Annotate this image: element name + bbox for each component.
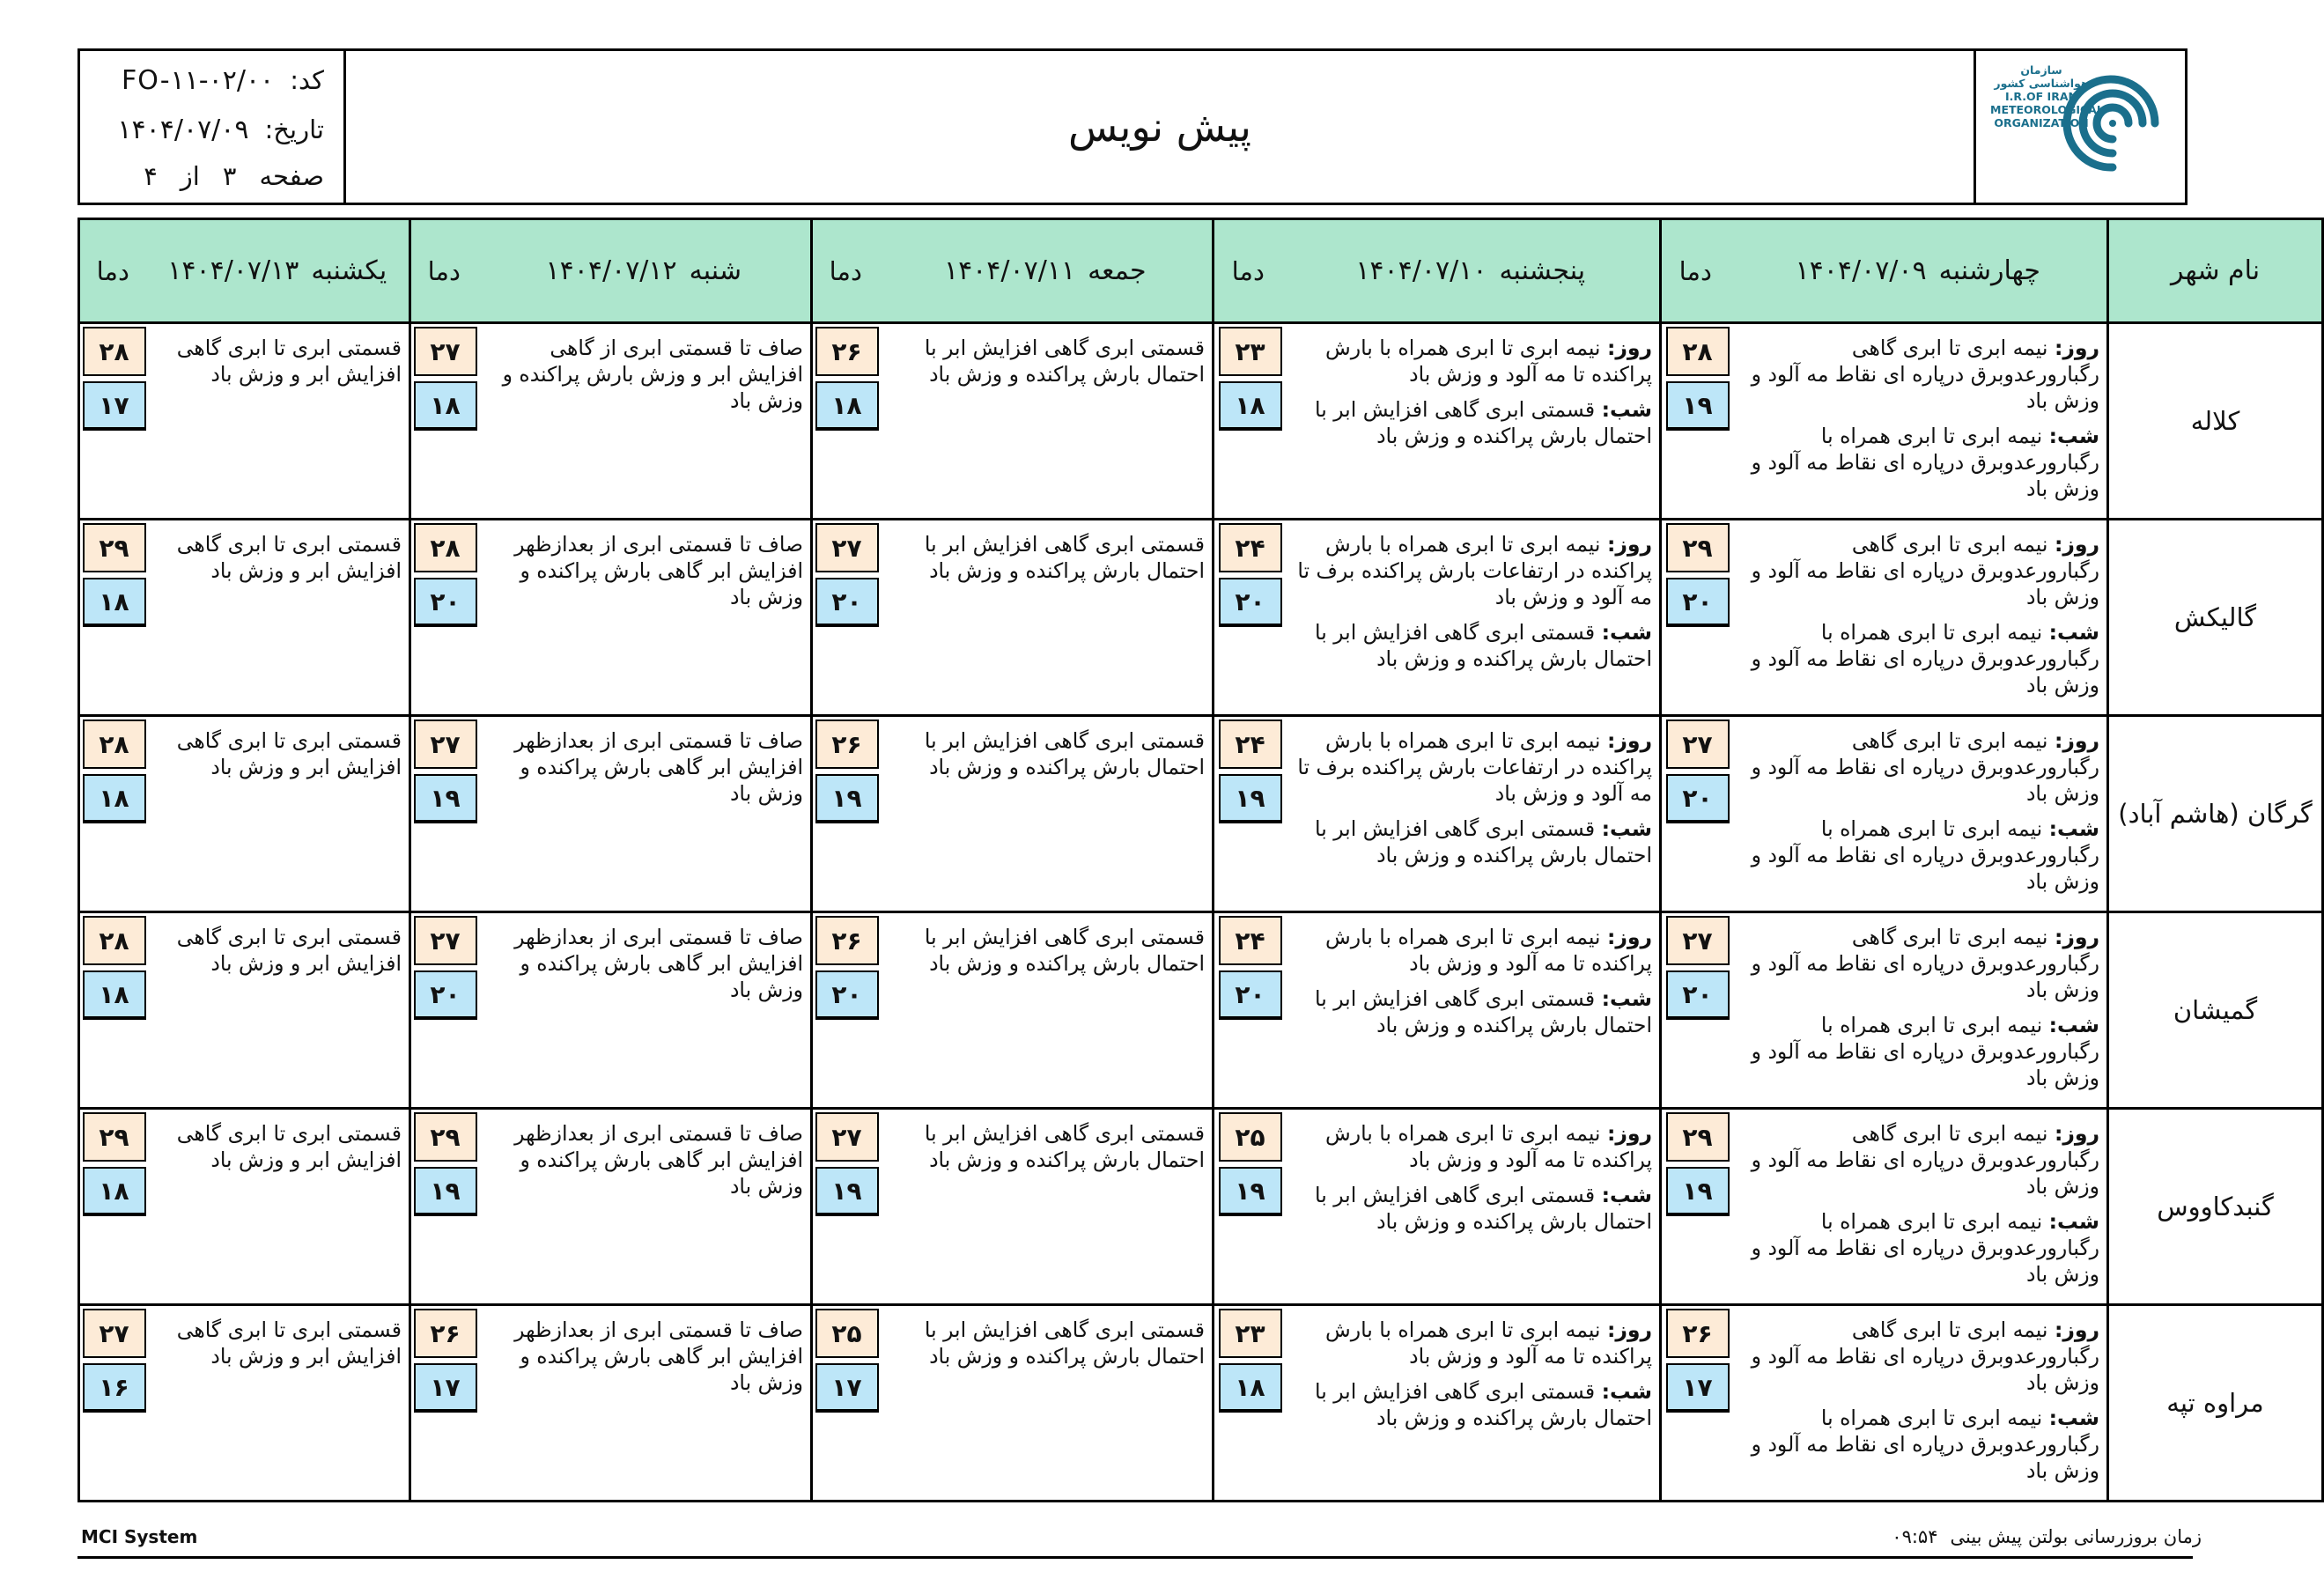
min-temperature: ۱۸	[414, 381, 477, 431]
max-temperature: ۲۸	[83, 916, 146, 965]
organization-logo	[1974, 51, 2185, 203]
temperature-cell	[1214, 520, 1282, 716]
forecast-text: قسمتی ابری تا ابری گاهی افزایش ابر و وزش باد	[176, 925, 402, 976]
footer-divider	[77, 1556, 2193, 1559]
table-row	[79, 520, 2323, 716]
max-temperature: ۲۳	[1219, 1309, 1282, 1358]
forecast-condition	[1282, 323, 1661, 520]
min-temperature: ۱۹	[815, 774, 879, 823]
temperature-cell	[1214, 1305, 1282, 1502]
date-label: تاریخ:	[264, 114, 324, 144]
day-forecast-text: نیمه ابری تا ابری گاهی رگبارورعدوبرق درپاره ای نقاط مه آلود و وزش باد	[1751, 925, 2099, 1002]
day-label: روز:	[1606, 925, 1652, 949]
city-name: گمیشان	[2108, 912, 2323, 1109]
table-row	[79, 1109, 2323, 1305]
forecast-condition	[477, 1305, 812, 1502]
day-label: روز:	[2054, 925, 2099, 949]
temperature-cell	[1661, 1109, 1730, 1305]
night-label: شب:	[2048, 1209, 2099, 1234]
night-forecast-text: قسمتی ابری گاهی افزایش ابر با احتمال بارش پراکنده و وزش باد	[1315, 816, 1652, 867]
min-temperature: ۱۷	[414, 1363, 477, 1413]
day-forecast-text: نیمه ابری تا ابری گاهی رگبارورعدوبرق درپاره ای نقاط مه آلود و وزش باد	[1751, 728, 2099, 806]
day-label: روز:	[1606, 336, 1652, 360]
temperature-cell	[410, 1305, 477, 1502]
day-label: روز:	[1606, 1317, 1652, 1342]
max-temperature: ۲۸	[83, 327, 146, 376]
min-temperature: ۱۸	[83, 1167, 146, 1216]
max-temperature: ۲۶	[815, 327, 879, 376]
forecast-text: صاف تا قسمتی ابری از بعدازظهر افزایش ابر گاهی بارش پراکنده و وزش باد	[514, 728, 803, 806]
page-title: پیش نویس	[1068, 103, 1251, 151]
max-temperature: ۲۴	[1219, 720, 1282, 769]
forecast-text: قسمتی ابری گاهی افزایش ابر با احتمال بارش پراکنده و وزش باد	[924, 336, 1205, 387]
temperature-cell	[79, 1305, 146, 1502]
day-forecast-text: نیمه ابری تا ابری گاهی رگبارورعدوبرق درپاره ای نقاط مه آلود و وزش باد	[1751, 532, 2099, 609]
page-total: ۴	[144, 161, 158, 191]
logo-spiral-icon	[2063, 70, 2162, 180]
night-label: شب:	[2048, 424, 2099, 448]
table-row	[79, 716, 2323, 912]
min-temperature: ۲۰	[1219, 578, 1282, 627]
night-forecast-text: نیمه ابری تا ابری همراه با رگبارورعدوبرق درپاره ای نقاط مه آلود و وزش باد	[1751, 816, 2099, 894]
max-temperature: ۲۷	[414, 916, 477, 965]
max-temperature: ۲۹	[83, 1112, 146, 1162]
city-name: گرگان (هاشم آباد)	[2108, 716, 2323, 912]
night-forecast-text: نیمه ابری تا ابری همراه با رگبارورعدوبرق درپاره ای نقاط مه آلود و وزش باد	[1751, 1406, 2099, 1483]
max-temperature: ۲۹	[414, 1112, 477, 1162]
temperature-cell	[812, 912, 879, 1109]
forecast-condition	[477, 716, 812, 912]
temperature-cell	[1661, 323, 1730, 520]
table-row	[79, 912, 2323, 1109]
document-meta	[80, 51, 346, 203]
min-temperature: ۱۹	[1666, 381, 1730, 431]
forecast-text: صاف تا قسمتی ابری از بعدازظهر افزایش ابر گاهی بارش پراکنده و وزش باد	[514, 925, 803, 1002]
forecast-condition	[1282, 716, 1661, 912]
max-temperature: ۲۹	[1666, 1112, 1730, 1162]
temperature-cell	[812, 323, 879, 520]
temp-header-2: دما	[1214, 219, 1282, 323]
forecast-condition	[1730, 323, 2108, 520]
max-temperature: ۲۳	[1219, 327, 1282, 376]
temperature-cell	[812, 520, 879, 716]
forecast-text: قسمتی ابری گاهی افزایش ابر با احتمال بارش پراکنده و وزش باد	[924, 1121, 1205, 1172]
night-label: شب:	[2048, 1013, 2099, 1037]
max-temperature: ۲۹	[83, 523, 146, 572]
day-forecast-text: نیمه ابری تا ابری همراه با بارش پراکنده تا مه آلود و وزش باد	[1325, 1317, 1652, 1369]
forecast-condition	[146, 912, 410, 1109]
night-forecast-text: قسمتی ابری گاهی افزایش ابر با احتمال بارش پراکنده و وزش باد	[1315, 397, 1652, 448]
day-forecast-text: نیمه ابری تا ابری همراه با بارش پراکنده تا مه آلود و وزش باد	[1325, 1121, 1652, 1172]
forecast-text: قسمتی ابری تا ابری گاهی افزایش ابر و وزش باد	[176, 1121, 402, 1172]
min-temperature: ۱۹	[1219, 1167, 1282, 1216]
max-temperature: ۲۶	[815, 720, 879, 769]
forecast-condition	[879, 912, 1214, 1109]
forecast-text: قسمتی ابری تا ابری گاهی افزایش ابر و وزش باد	[176, 336, 402, 387]
forecast-condition	[146, 1109, 410, 1305]
forecast-condition	[1282, 1109, 1661, 1305]
max-temperature: ۲۷	[1666, 720, 1730, 769]
max-temperature: ۲۵	[1219, 1112, 1282, 1162]
forecast-condition	[1730, 1305, 2108, 1502]
max-temperature: ۲۷	[1666, 916, 1730, 965]
update-time-note	[1892, 1526, 2202, 1547]
night-forecast-text: قسمتی ابری گاهی افزایش ابر با احتمال بارش پراکنده و وزش باد	[1315, 1183, 1652, 1234]
max-temperature: ۲۷	[815, 1112, 879, 1162]
night-label: شب:	[2048, 816, 2099, 841]
forecast-text: قسمتی ابری گاهی افزایش ابر با احتمال بارش پراکنده و وزش باد	[924, 925, 1205, 976]
forecast-text: قسمتی ابری گاهی افزایش ابر با احتمال بارش پراکنده و وزش باد	[924, 728, 1205, 779]
max-temperature: ۲۸	[1666, 327, 1730, 376]
table-row	[79, 1305, 2323, 1502]
max-temperature: ۲۷	[83, 1309, 146, 1358]
table-header-row	[79, 219, 2323, 323]
temperature-cell	[1214, 912, 1282, 1109]
forecast-condition	[879, 1109, 1214, 1305]
night-label: شب:	[2048, 620, 2099, 645]
night-label: شب:	[1601, 816, 1652, 841]
temperature-cell	[1661, 520, 1730, 716]
forecast-text: قسمتی ابری تا ابری گاهی افزایش ابر و وزش باد	[176, 532, 402, 583]
temperature-cell	[410, 716, 477, 912]
city-name: مراوه تپه	[2108, 1305, 2323, 1502]
forecast-condition	[1730, 912, 2108, 1109]
day-header-1: چهارشنبه۱۴۰۴/۰۷/۰۹	[1730, 219, 2108, 323]
night-forecast-text: قسمتی ابری گاهی افزایش ابر با احتمال بارش پراکنده و وزش باد	[1315, 986, 1652, 1037]
day-label: روز:	[2054, 336, 2099, 360]
min-temperature: ۱۹	[815, 1167, 879, 1216]
night-label: شب:	[1601, 1379, 1652, 1404]
min-temperature: ۱۸	[83, 578, 146, 627]
max-temperature: ۲۶	[414, 1309, 477, 1358]
temp-header-4: دما	[410, 219, 477, 323]
forecast-text: صاف تا قسمتی ابری از بعدازظهر افزایش ابر گاهی بارش پراکنده و وزش باد	[514, 1121, 803, 1199]
forecast-condition	[1730, 520, 2108, 716]
day-forecast-text: نیمه ابری تا ابری همراه با بارش پراکنده در ارتفاعات بارش پراکنده برف تا مه آلود و وزش باد	[1297, 728, 1652, 806]
forecast-condition	[146, 323, 410, 520]
temperature-cell	[410, 1109, 477, 1305]
min-temperature: ۱۶	[83, 1363, 146, 1413]
min-temperature: ۱۷	[1666, 1363, 1730, 1413]
temperature-cell	[79, 912, 146, 1109]
temperature-cell	[410, 323, 477, 520]
day-header-3: جمعه۱۴۰۴/۰۷/۱۱	[879, 219, 1214, 323]
max-temperature: ۲۸	[83, 720, 146, 769]
night-label: شب:	[1601, 986, 1652, 1011]
page-row	[144, 161, 324, 191]
city-name: کلاله	[2108, 323, 2323, 520]
temperature-cell	[1661, 912, 1730, 1109]
day-forecast-text: نیمه ابری تا ابری همراه با بارش پراکنده تا مه آلود و وزش باد	[1325, 925, 1652, 976]
page-of: از	[180, 161, 200, 191]
night-forecast-text: نیمه ابری تا ابری همراه با رگبارورعدوبرق درپاره ای نقاط مه آلود و وزش باد	[1751, 1209, 2099, 1287]
min-temperature: ۲۰	[1666, 970, 1730, 1020]
temp-header-3: دما	[812, 219, 879, 323]
day-label: روز:	[1606, 1121, 1652, 1146]
day-forecast-text: نیمه ابری تا ابری همراه با بارش پراکنده در ارتفاعات بارش پراکنده برف تا مه آلود و وزش باد	[1297, 532, 1652, 609]
temp-header-1: دما	[1661, 219, 1730, 323]
forecast-condition	[146, 716, 410, 912]
day-label: روز:	[1606, 728, 1652, 753]
temperature-cell	[410, 520, 477, 716]
forecast-table	[77, 218, 2324, 1502]
temperature-cell	[812, 1305, 879, 1502]
temperature-cell	[812, 716, 879, 912]
temperature-cell	[1661, 716, 1730, 912]
forecast-condition	[477, 912, 812, 1109]
night-forecast-text: نیمه ابری تا ابری همراه با رگبارورعدوبرق درپاره ای نقاط مه آلود و وزش باد	[1751, 424, 2099, 501]
forecast-condition	[879, 323, 1214, 520]
forecast-condition	[1282, 1305, 1661, 1502]
night-label: شب:	[1601, 397, 1652, 422]
temperature-cell	[410, 912, 477, 1109]
min-temperature: ۲۰	[414, 970, 477, 1020]
temp-header-5: دما	[79, 219, 146, 323]
update-label: زمان بروزرسانی بولتن پیش بینی	[1950, 1526, 2202, 1547]
day-header-4: شنبه۱۴۰۴/۰۷/۱۲	[477, 219, 812, 323]
forecast-text: قسمتی ابری تا ابری گاهی افزایش ابر و وزش باد	[176, 1317, 402, 1369]
max-temperature: ۲۷	[414, 327, 477, 376]
date-value: ۱۴۰۴/۰۷/۰۹	[117, 114, 249, 145]
day-forecast-text: نیمه ابری تا ابری همراه با بارش پراکنده تا مه آلود و وزش باد	[1325, 336, 1652, 387]
day-label: روز:	[1606, 532, 1652, 557]
forecast-condition	[477, 1109, 812, 1305]
max-temperature: ۲۶	[815, 916, 879, 965]
page-current: ۳	[222, 161, 237, 191]
day-forecast-text: نیمه ابری تا ابری گاهی رگبارورعدوبرق درپاره ای نقاط مه آلود و وزش باد	[1751, 1121, 2099, 1199]
max-temperature: ۲۴	[1219, 523, 1282, 572]
day-label: روز:	[2054, 1317, 2099, 1342]
forecast-condition	[1282, 912, 1661, 1109]
city-name: گالیکش	[2108, 520, 2323, 716]
max-temperature: ۲۷	[815, 523, 879, 572]
min-temperature: ۲۰	[815, 970, 879, 1020]
day-forecast-text: نیمه ابری تا ابری گاهی رگبارورعدوبرق درپاره ای نقاط مه آلود و وزش باد	[1751, 336, 2099, 413]
min-temperature: ۲۰	[1666, 578, 1730, 627]
max-temperature: ۲۷	[414, 720, 477, 769]
temperature-cell	[79, 1109, 146, 1305]
min-temperature: ۲۰	[1666, 774, 1730, 823]
forecast-text: صاف تا قسمتی ابری از بعدازظهر افزایش ابر گاهی بارش پراکنده و وزش باد	[514, 1317, 803, 1395]
min-temperature: ۱۹	[414, 1167, 477, 1216]
forecast-condition	[477, 520, 812, 716]
min-temperature: ۱۸	[83, 774, 146, 823]
day-label: روز:	[2054, 1121, 2099, 1146]
day-label: روز:	[2054, 532, 2099, 557]
code-row	[122, 65, 324, 96]
min-temperature: ۱۹	[1219, 774, 1282, 823]
min-temperature: ۱۹	[1666, 1167, 1730, 1216]
max-temperature: ۲۵	[815, 1309, 879, 1358]
min-temperature: ۱۸	[815, 381, 879, 431]
max-temperature: ۲۹	[1666, 523, 1730, 572]
forecast-condition	[879, 1305, 1214, 1502]
forecast-text: قسمتی ابری گاهی افزایش ابر با احتمال بارش پراکنده و وزش باد	[924, 1317, 1205, 1369]
temperature-cell	[79, 716, 146, 912]
forecast-condition	[879, 520, 1214, 716]
date-row	[117, 114, 324, 145]
city-name: گنبدکاووس	[2108, 1109, 2323, 1305]
code-label: کد:	[290, 65, 324, 95]
logo-text: سازمان هواشناسی کشور I.R.OF IRAN METEOROLOGICAL ORGANIZATION	[1990, 63, 2104, 129]
day-forecast-text: نیمه ابری تا ابری گاهی رگبارورعدوبرق درپاره ای نقاط مه آلود و وزش باد	[1751, 1317, 2099, 1395]
night-forecast-text: نیمه ابری تا ابری همراه با رگبارورعدوبرق درپاره ای نقاط مه آلود و وزش باد	[1751, 1013, 2099, 1090]
temperature-cell	[1214, 1109, 1282, 1305]
table-row	[79, 323, 2323, 520]
temperature-cell	[79, 323, 146, 520]
forecast-condition	[879, 716, 1214, 912]
code-value: FO-۱۱-۰۲/۰۰	[122, 65, 275, 96]
forecast-condition	[477, 323, 812, 520]
night-label: شب:	[1601, 620, 1652, 645]
forecast-condition	[146, 1305, 410, 1502]
night-label: شب:	[2048, 1406, 2099, 1430]
forecast-text: قسمتی ابری تا ابری گاهی افزایش ابر و وزش باد	[176, 728, 402, 779]
max-temperature: ۲۸	[414, 523, 477, 572]
night-forecast-text: قسمتی ابری گاهی افزایش ابر با احتمال بارش پراکنده و وزش باد	[1315, 620, 1652, 671]
temperature-cell	[812, 1109, 879, 1305]
day-header-5: یکشنبه۱۴۰۴/۰۷/۱۳	[146, 219, 410, 323]
system-name: MCI System	[81, 1526, 198, 1547]
night-forecast-text: قسمتی ابری گاهی افزایش ابر با احتمال بارش پراکنده و وزش باد	[1315, 1379, 1652, 1430]
forecast-text: صاف تا قسمتی ابری از گاهی افزایش ابر و وزش بارش پراکنده و وزش باد	[502, 336, 803, 413]
max-temperature: ۲۴	[1219, 916, 1282, 965]
min-temperature: ۲۰	[414, 578, 477, 627]
forecast-text: صاف تا قسمتی ابری از بعدازظهر افزایش ابر گاهی بارش پراکنده و وزش باد	[514, 532, 803, 609]
document-header	[77, 48, 2188, 205]
night-forecast-text: نیمه ابری تا ابری همراه با رگبارورعدوبرق درپاره ای نقاط مه آلود و وزش باد	[1751, 620, 2099, 697]
min-temperature: ۱۸	[1219, 1363, 1282, 1413]
temperature-cell	[1214, 323, 1282, 520]
day-header-2: پنجشنبه۱۴۰۴/۰۷/۱۰	[1282, 219, 1661, 323]
temperature-cell	[1214, 716, 1282, 912]
temperature-cell	[79, 520, 146, 716]
temperature-cell	[1661, 1305, 1730, 1502]
min-temperature: ۱۹	[414, 774, 477, 823]
min-temperature: ۱۸	[1219, 381, 1282, 431]
forecast-condition	[1730, 1109, 2108, 1305]
min-temperature: ۱۷	[83, 381, 146, 431]
forecast-condition	[1282, 520, 1661, 716]
min-temperature: ۱۷	[815, 1363, 879, 1413]
forecast-text: قسمتی ابری گاهی افزایش ابر با احتمال بارش پراکنده و وزش باد	[924, 532, 1205, 583]
min-temperature: ۱۸	[83, 970, 146, 1020]
forecast-condition	[146, 520, 410, 716]
city-column-header: نام شهر	[2108, 219, 2323, 323]
min-temperature: ۲۰	[815, 578, 879, 627]
night-label: شب:	[1601, 1183, 1652, 1207]
page-label: صفحه	[259, 161, 324, 191]
forecast-condition	[1730, 716, 2108, 912]
update-time: ۰۹:۵۴	[1892, 1526, 1938, 1547]
day-label: روز:	[2054, 728, 2099, 753]
max-temperature: ۲۶	[1666, 1309, 1730, 1358]
forecast-rows	[79, 323, 2323, 1502]
min-temperature: ۲۰	[1219, 970, 1282, 1020]
